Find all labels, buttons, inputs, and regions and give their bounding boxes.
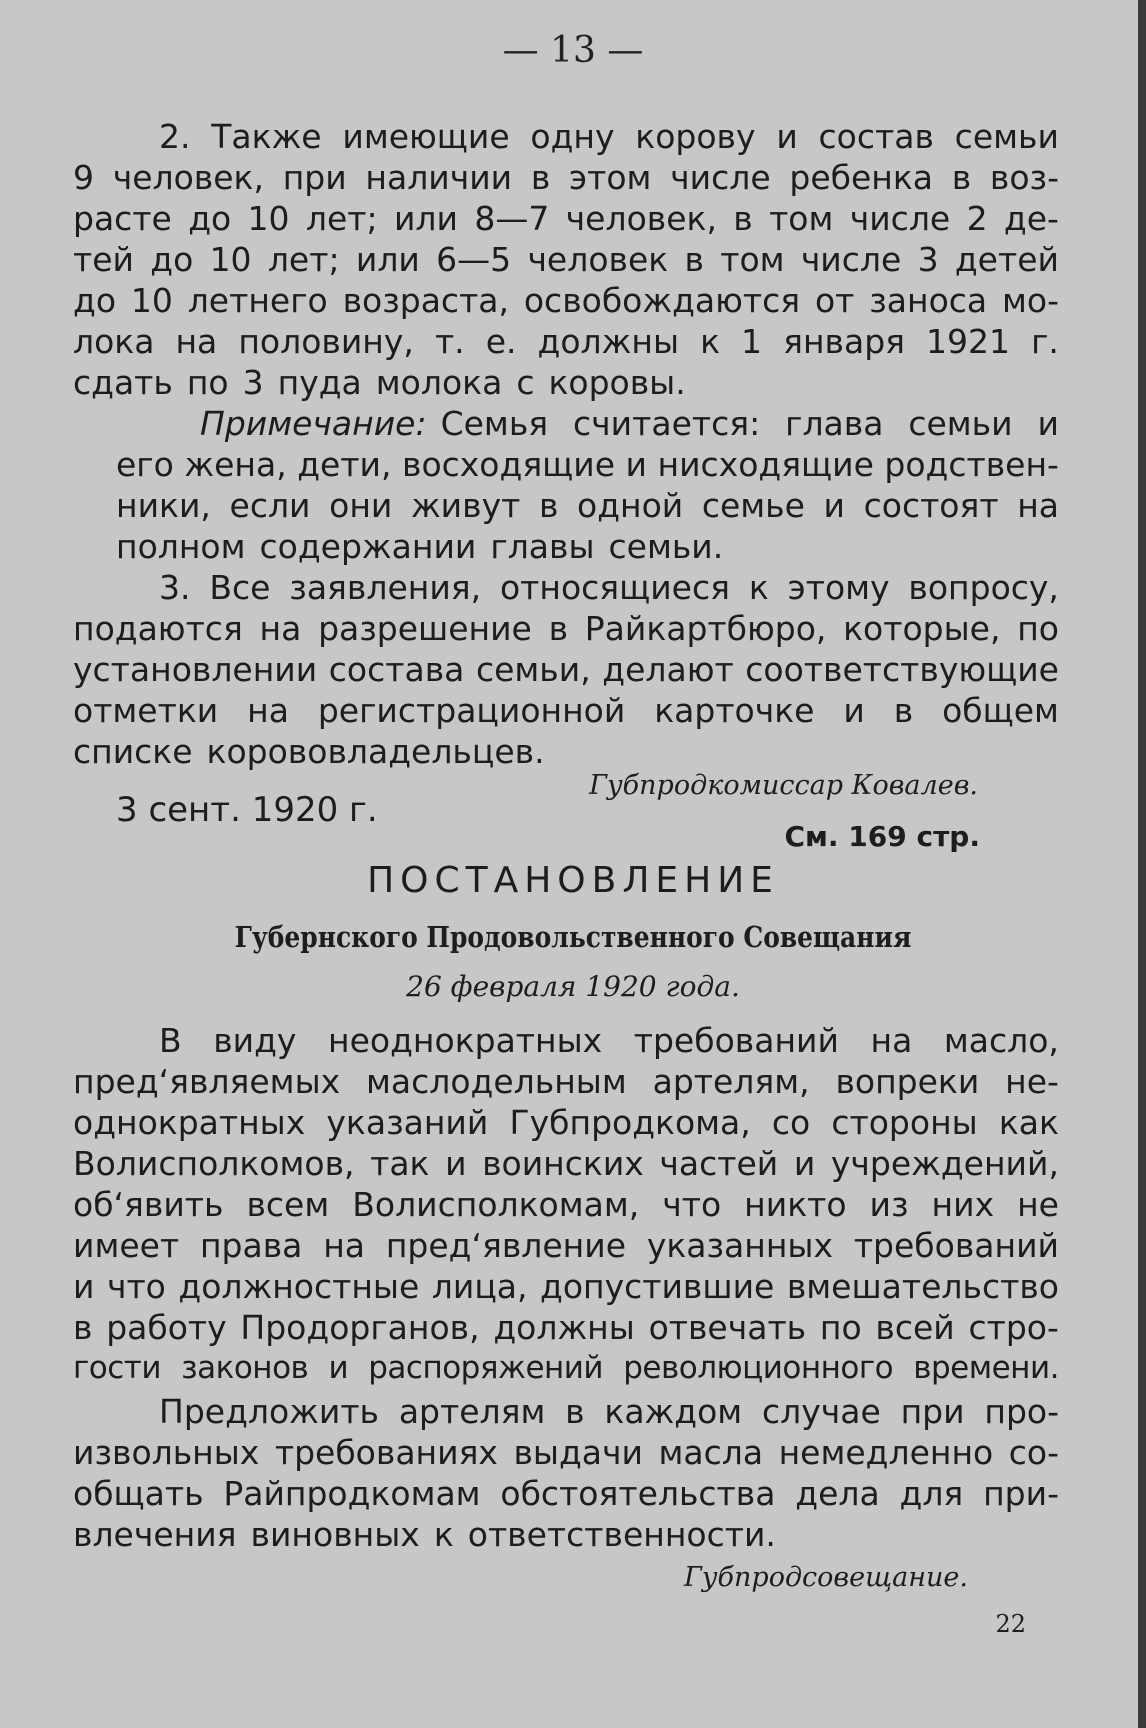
word: на xyxy=(259,609,302,648)
word: Также xyxy=(211,117,322,156)
word: никто xyxy=(744,1185,847,1224)
word: по xyxy=(819,1308,862,1347)
word: т. xyxy=(434,322,465,361)
page-number: — 13 — xyxy=(502,30,644,71)
text-line xyxy=(73,1184,1059,1225)
word: главы xyxy=(490,527,595,566)
text-line xyxy=(73,690,1059,731)
word: считается: xyxy=(573,404,761,443)
word: допустившие xyxy=(540,1267,775,1306)
text-line xyxy=(73,280,1059,321)
word: расте xyxy=(73,199,172,238)
word: е. xyxy=(485,322,517,361)
text-line xyxy=(73,116,1059,157)
word: имеет xyxy=(73,1226,180,1265)
word: человек xyxy=(527,240,669,279)
sheet-number: 22 xyxy=(995,1610,1026,1638)
word: одну xyxy=(530,117,615,156)
word: пред‘явление xyxy=(385,1226,626,1265)
word: Райпродкомам xyxy=(223,1474,481,1513)
word: как xyxy=(998,1103,1059,1142)
word: разрешение xyxy=(318,609,532,648)
word: полном xyxy=(116,527,246,566)
text-line xyxy=(73,239,1059,280)
word: и xyxy=(445,1144,467,1183)
word: для xyxy=(899,1474,964,1513)
text-line xyxy=(73,567,1059,608)
word: на xyxy=(247,691,289,730)
word: 1921 xyxy=(926,322,1011,361)
word: или xyxy=(355,240,420,279)
word: пред‘являемых xyxy=(73,1062,341,1101)
word: и xyxy=(776,117,798,156)
word: времени. xyxy=(913,1350,1059,1386)
word: 6—5 xyxy=(436,240,512,279)
word: состав xyxy=(818,117,934,156)
word: соответствующие xyxy=(745,650,1059,689)
word: Волисполкомам, xyxy=(352,1185,640,1224)
word: к xyxy=(433,1515,454,1554)
word: к xyxy=(700,322,720,361)
word: регистрационной xyxy=(317,691,626,730)
word: 1 xyxy=(741,322,763,361)
word: требованиях xyxy=(274,1433,498,1472)
word: каждом xyxy=(604,1392,743,1431)
word: числе xyxy=(670,158,771,197)
word: том xyxy=(720,240,785,279)
word: в xyxy=(548,609,569,648)
word: 3. xyxy=(159,568,191,607)
word: не xyxy=(1017,1185,1059,1224)
word: виду xyxy=(213,1021,297,1060)
word: 8—7 xyxy=(474,199,550,238)
word: которые, xyxy=(843,609,1001,648)
word: человек, xyxy=(112,158,264,197)
word: семьи, xyxy=(475,650,591,689)
word: корововладельцев. xyxy=(206,732,545,771)
word: в xyxy=(684,240,704,279)
text-line xyxy=(73,321,1059,362)
word: жена, xyxy=(184,445,287,484)
word: и xyxy=(823,486,845,525)
word: отметки xyxy=(73,691,219,730)
word: лет; xyxy=(305,199,378,238)
text-line xyxy=(73,731,1059,772)
word: к xyxy=(748,568,769,607)
word: стороны xyxy=(831,1103,978,1142)
word: семьи xyxy=(954,117,1059,156)
word: на xyxy=(870,1021,913,1060)
word: нисходящие xyxy=(657,445,874,484)
word: половину, xyxy=(238,322,414,361)
text-line xyxy=(73,608,1059,649)
word: 3 xyxy=(242,363,264,402)
text-line xyxy=(73,1391,1059,1432)
resolution-subheading: Губернского Продовольственного Совещания xyxy=(234,920,912,954)
word: заноса xyxy=(869,281,988,320)
word: виновных xyxy=(250,1515,420,1554)
note-first-line xyxy=(116,403,1059,444)
text-line xyxy=(73,1348,1059,1389)
word: со xyxy=(771,1103,811,1142)
word: законов xyxy=(181,1350,309,1386)
word: или xyxy=(393,199,458,238)
word: должны xyxy=(537,322,680,361)
word: Продорганов, xyxy=(240,1308,480,1347)
word: молока xyxy=(375,363,503,402)
word: так xyxy=(370,1144,430,1183)
word: летнего xyxy=(187,281,328,320)
word: ответственности. xyxy=(467,1515,776,1554)
word: права xyxy=(199,1226,303,1265)
word: указанных xyxy=(646,1226,834,1265)
word: гости xyxy=(73,1350,162,1386)
word: этом xyxy=(569,158,652,197)
word: с xyxy=(516,363,535,402)
word: если xyxy=(229,486,311,525)
word: учреждений, xyxy=(830,1144,1059,1183)
word: содержании xyxy=(259,527,477,566)
section-2 xyxy=(73,116,1059,403)
word: числе xyxy=(849,199,951,238)
word: что xyxy=(106,1267,166,1306)
word: случае xyxy=(762,1392,881,1431)
word: до xyxy=(150,240,194,279)
word: Семья xyxy=(440,404,549,443)
word: числе xyxy=(800,240,902,279)
section-3 xyxy=(73,567,1059,772)
word: в xyxy=(73,1308,93,1347)
signature-kovalev: Губпродкомиссар Ковалев. xyxy=(589,770,978,801)
text-line xyxy=(116,444,1059,485)
resolution-date: 3 сент. 1920 г. xyxy=(116,790,378,830)
text-line xyxy=(116,485,1059,526)
text-line xyxy=(73,649,1059,690)
word: глава xyxy=(785,404,884,443)
word: и xyxy=(1037,404,1059,443)
word: ники, xyxy=(116,486,211,525)
text-line xyxy=(73,1225,1059,1266)
word: и xyxy=(73,1267,95,1306)
word: не- xyxy=(1005,1062,1059,1101)
word: относящиеся xyxy=(499,568,730,607)
word: должны xyxy=(493,1308,635,1347)
word: при xyxy=(900,1392,965,1431)
word: немедленно xyxy=(778,1433,994,1472)
word: человек, xyxy=(565,199,717,238)
word: делают xyxy=(602,650,734,689)
paragraph-1 xyxy=(73,1020,1059,1389)
word: января xyxy=(783,322,905,361)
word: что xyxy=(662,1185,722,1224)
word: общем xyxy=(942,691,1059,730)
word: всем xyxy=(246,1185,330,1224)
word: семьи. xyxy=(608,527,724,566)
word: распоряжений xyxy=(368,1350,604,1386)
word: в xyxy=(538,486,559,525)
word: наличии xyxy=(365,158,513,197)
word: восходящие xyxy=(402,445,616,484)
word: живут xyxy=(410,486,521,525)
word: де- xyxy=(1003,199,1059,238)
word: Все xyxy=(209,568,271,607)
word: и xyxy=(328,1350,349,1386)
word: сдать xyxy=(73,363,173,402)
word: коровы. xyxy=(548,363,686,402)
word: указаний xyxy=(326,1103,489,1142)
word: 10 xyxy=(130,281,173,320)
word: и xyxy=(793,1144,816,1183)
word: до xyxy=(188,199,232,238)
word: 10 xyxy=(209,240,252,279)
word: семьи xyxy=(908,404,1013,443)
word: пуда xyxy=(277,363,362,402)
word: возраста, xyxy=(342,281,510,320)
word: при xyxy=(282,158,347,197)
word: масло, xyxy=(943,1021,1059,1060)
word: семье xyxy=(701,486,805,525)
word: этому xyxy=(787,568,890,607)
word: детей xyxy=(954,240,1059,279)
word: на xyxy=(323,1226,366,1265)
word: про- xyxy=(984,1392,1059,1431)
word: об‘явить xyxy=(73,1185,224,1224)
word: всей xyxy=(875,1308,955,1347)
word: отвечать xyxy=(648,1308,807,1347)
word: Предложить xyxy=(159,1392,380,1431)
note-label: Примечание: xyxy=(200,404,427,443)
word: освобождаются xyxy=(523,281,801,320)
word: 2. xyxy=(159,117,191,156)
text-line xyxy=(73,198,1059,239)
word: дела xyxy=(795,1474,880,1513)
word: мо- xyxy=(1002,281,1059,320)
word: воз- xyxy=(989,158,1059,197)
word: Райкартбюро, xyxy=(584,609,827,648)
word: В xyxy=(159,1021,182,1060)
word: одной xyxy=(577,486,684,525)
text-line xyxy=(73,1307,1059,1348)
word: 3 xyxy=(917,240,939,279)
text-line xyxy=(73,1432,1059,1473)
text-line xyxy=(73,1020,1059,1061)
word: в xyxy=(893,691,914,730)
word: на xyxy=(175,322,218,361)
word: вмешательство xyxy=(786,1267,1059,1306)
word: г. xyxy=(1031,322,1059,361)
word: стро- xyxy=(968,1308,1059,1347)
word: состоят xyxy=(863,486,999,525)
word: до xyxy=(73,281,117,320)
word: 2 xyxy=(966,199,988,238)
signature-gubprodsoveshchanie: Губпродсовещание. xyxy=(684,1562,968,1593)
word: родствен- xyxy=(884,445,1059,484)
word: в xyxy=(530,158,551,197)
note-block xyxy=(116,403,1059,567)
word: однократных xyxy=(73,1103,306,1142)
word: требований xyxy=(853,1226,1059,1265)
word: подаются xyxy=(73,609,243,648)
word: неоднократных xyxy=(328,1021,603,1060)
word: работу xyxy=(106,1308,227,1347)
word: из xyxy=(869,1185,909,1224)
word: воинских xyxy=(482,1144,644,1183)
word: состава xyxy=(328,650,465,689)
resolution-date-line: 26 февраля 1920 года. xyxy=(406,970,740,1003)
word: тей xyxy=(73,240,134,279)
word: влечения xyxy=(73,1515,237,1554)
word: и xyxy=(843,691,865,730)
word: в xyxy=(951,158,972,197)
text-line xyxy=(73,157,1059,198)
word: революционного xyxy=(623,1350,894,1386)
word: при- xyxy=(983,1474,1059,1513)
word: в xyxy=(565,1392,585,1431)
text-line xyxy=(73,1102,1059,1143)
word: лет; xyxy=(267,240,340,279)
word: них xyxy=(931,1185,995,1224)
word: лица, xyxy=(431,1267,528,1306)
text-line xyxy=(73,1266,1059,1307)
word: 9 xyxy=(73,158,94,197)
word: Губпродкома, xyxy=(509,1103,751,1142)
resolution-heading: ПОСТАНОВЛЕНИЕ xyxy=(367,860,779,901)
word: обстоятельства xyxy=(500,1474,776,1513)
word: они xyxy=(329,486,393,525)
word: ребенка xyxy=(789,158,934,197)
word: установлении xyxy=(73,650,318,689)
word: артелям, xyxy=(652,1062,810,1101)
word: и xyxy=(625,445,647,484)
word: списке xyxy=(73,732,193,771)
paragraph-2 xyxy=(73,1391,1059,1555)
word: выдачи xyxy=(513,1433,643,1472)
word: от xyxy=(814,281,855,320)
word: общать xyxy=(73,1474,204,1513)
word: заявления, xyxy=(289,568,482,607)
word: Волисполкомов, xyxy=(73,1144,355,1183)
word: требований xyxy=(633,1021,839,1060)
word: в xyxy=(733,199,753,238)
word: имеющие xyxy=(342,117,510,156)
word: масла xyxy=(658,1433,764,1472)
word: на xyxy=(1017,486,1059,525)
word: дети, xyxy=(297,445,392,484)
text-line xyxy=(73,1473,1059,1514)
see-page-reference: См. 169 стр. xyxy=(784,820,980,853)
text-line xyxy=(73,362,1059,403)
text-line xyxy=(73,1061,1059,1102)
word: по xyxy=(1017,609,1059,648)
word: вопреки xyxy=(835,1062,980,1101)
text-line xyxy=(116,526,1059,567)
word: том xyxy=(769,199,834,238)
word: вопросу, xyxy=(908,568,1059,607)
word: по xyxy=(186,363,229,402)
word: его xyxy=(116,445,174,484)
word: извольных xyxy=(73,1433,260,1472)
word: лока xyxy=(73,322,155,361)
note-first-line-rest xyxy=(441,403,1059,444)
word: артелям xyxy=(398,1392,546,1431)
word: должностные xyxy=(178,1267,420,1306)
text-line xyxy=(73,1143,1059,1184)
word: маслодельным xyxy=(366,1062,627,1101)
word: 10 xyxy=(247,199,290,238)
word: карточке xyxy=(654,691,815,730)
text-line xyxy=(73,1514,1059,1555)
word: со- xyxy=(1008,1433,1059,1472)
word: частей xyxy=(659,1144,779,1183)
word: корову xyxy=(635,117,756,156)
